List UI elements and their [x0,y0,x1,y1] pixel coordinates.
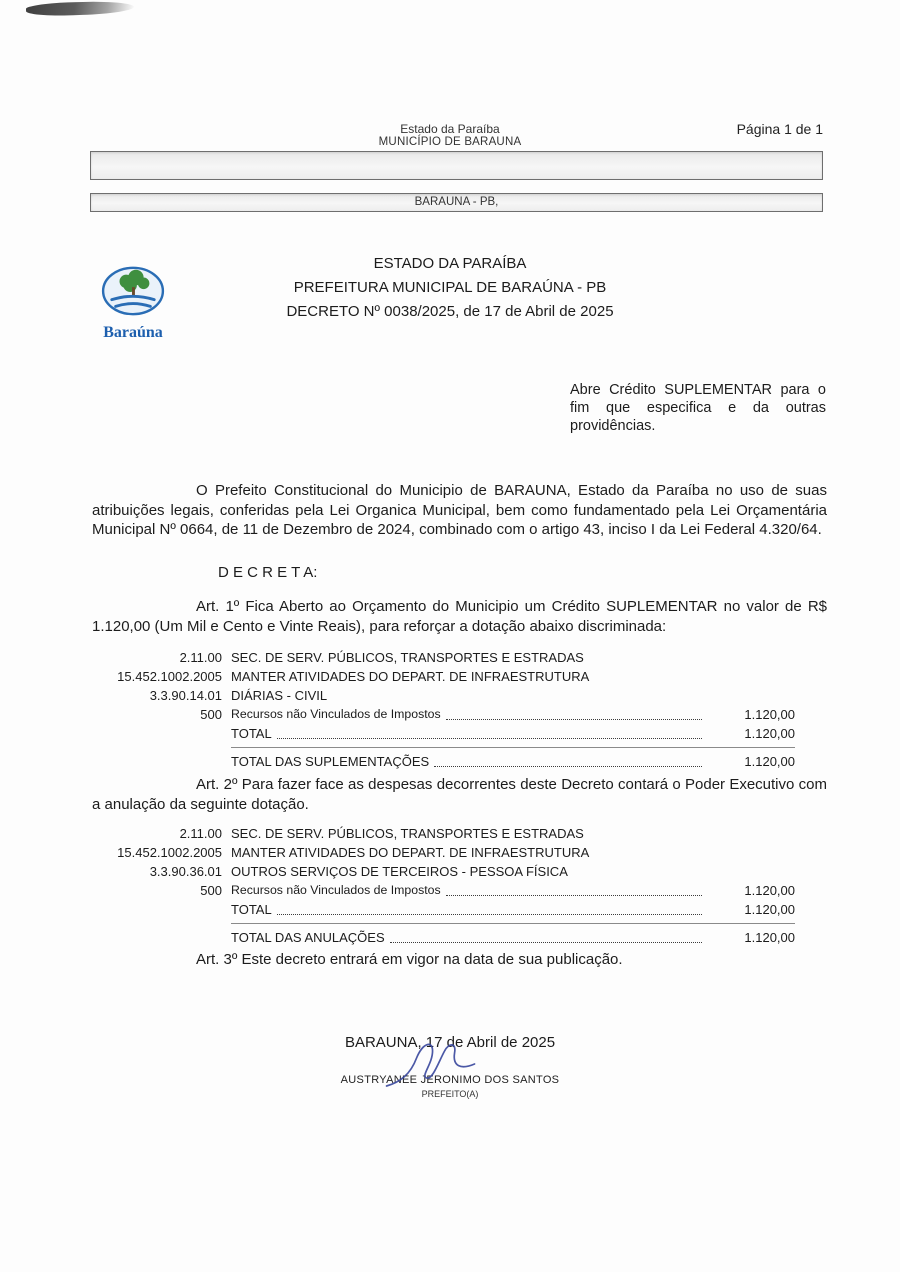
budget-code: 2.11.00 [179,826,222,841]
table-total-row [231,747,795,771]
budget-description: TOTAL DAS SUPLEMENTAÇÕES [231,754,430,769]
budget-table-anulacao [92,824,795,947]
budget-description: Recursos não Vinculados de Impostos [231,883,441,897]
decree-title-block [0,252,900,324]
budget-table-suplementacao [92,648,795,771]
article-1: Art. 1º Fica Aberto ao Orçamento do Municipio um Crédito SUPLEMENTAR no valor de R$ 1.120,00 (Um Mil e Cento e Vinte Reais), para reforçar a dotação abaixo discriminada: [92,598,827,635]
budget-description: OUTROS SERVIÇOS DE TERCEIROS - PESSOA FÍSICA [231,864,568,879]
budget-code: 500 [200,883,222,898]
budget-description: TOTAL [231,726,272,741]
dotted-leader [390,942,702,943]
letterhead-state: Estado da Paraíba [400,122,500,136]
budget-description: TOTAL DAS ANULAÇÕES [231,930,385,945]
signer-role: PREFEITO(A) [421,1089,479,1099]
budget-code: 500 [200,707,222,722]
table-row [92,648,795,667]
budget-description: MANTER ATIVIDADES DO DEPART. DE INFRAESTRUTURA [231,845,590,860]
article-3: Art. 3º Este decreto entrará em vigor na data de sua publicação. [196,951,623,968]
budget-amount: 1.120,00 [744,883,795,898]
budget-description: SEC. DE SERV. PÚBLICOS, TRANSPORTES E ESTRADAS [231,650,584,665]
scan-city-box: BARAUNA - PB, [90,193,823,212]
budget-amount: 1.120,00 [744,754,795,769]
table-row [92,862,795,881]
budget-description: Recursos não Vinculados de Impostos [231,707,441,721]
budget-code: 15.452.1002.2005 [117,669,222,684]
table-row [92,824,795,843]
signature-block [0,1070,900,1099]
table-row [92,843,795,862]
page-number: Página 1 de 1 [736,121,823,137]
scan-header-box [90,151,823,180]
scan-artifact [26,0,134,17]
table-row [92,724,795,743]
decree-title-state: ESTADO DA PARAÍBA [373,255,527,272]
table-row [92,686,795,705]
ementa-summary: Abre Crédito SUPLEMENTAR para o fim que especifica e da outras providências. [570,382,826,434]
budget-code: 15.452.1002.2005 [117,845,222,860]
budget-amount: 1.120,00 [744,930,795,945]
budget-description: SEC. DE SERV. PÚBLICOS, TRANSPORTES E ESTRADAS [231,826,584,841]
table-row [92,667,795,686]
dotted-leader [277,914,702,915]
budget-description: MANTER ATIVIDADES DO DEPART. DE INFRAESTRUTURA [231,669,590,684]
signer-name: AUSTRYANEE JERONIMO DOS SANTOS [341,1074,560,1086]
budget-description: TOTAL [231,902,272,917]
letterhead-municipality: MUNICÍPIO DE BARAUNA [378,136,522,148]
article-2: Art. 2º Para fazer face as despesas decorrentes deste Decreto contará o Poder Executivo com a anulação da seguinte dotação. [92,776,827,813]
dotted-leader [446,719,702,720]
preamble-paragraph: O Prefeito Constitucional do Municipio de BARAUNA, Estado da Paraíba no uso de suas atribuições legais, conferidas pela Lei Organica Municipal, bem como fundamentado pela Lei Orçamentária Municipal Nº 0664, de 11 de Dezembro de 2024, combinado com o artigo 43, inciso I da Lei Federal 4.320/64. [92,482,827,538]
budget-amount: 1.120,00 [744,726,795,741]
dateline: BARAUNA, 17 de Abril de 2025 [344,1034,556,1051]
dotted-leader [434,766,702,767]
dotted-leader [277,738,702,739]
dotted-leader [446,895,702,896]
budget-description: DIÁRIAS - CIVIL [231,688,328,703]
budget-code: 2.11.00 [179,650,222,665]
budget-code: 3.3.90.36.01 [149,864,222,879]
table-row [92,900,795,919]
decree-title-prefeitura: PREFEITURA MUNICIPAL DE BARAÚNA - PB [293,279,607,296]
logo-caption: Baraúna [103,324,163,341]
table-row [92,881,795,900]
budget-amount: 1.120,00 [744,902,795,917]
table-row [92,705,795,724]
table-total-row [231,923,795,947]
decree-title-number: DECRETO Nº 0038/2025, de 17 de Abril de 2025 [286,303,614,320]
budget-code: 3.3.90.14.01 [149,688,222,703]
budget-amount: 1.120,00 [744,707,795,722]
decreta-heading: D E C R E T A: [218,564,318,581]
